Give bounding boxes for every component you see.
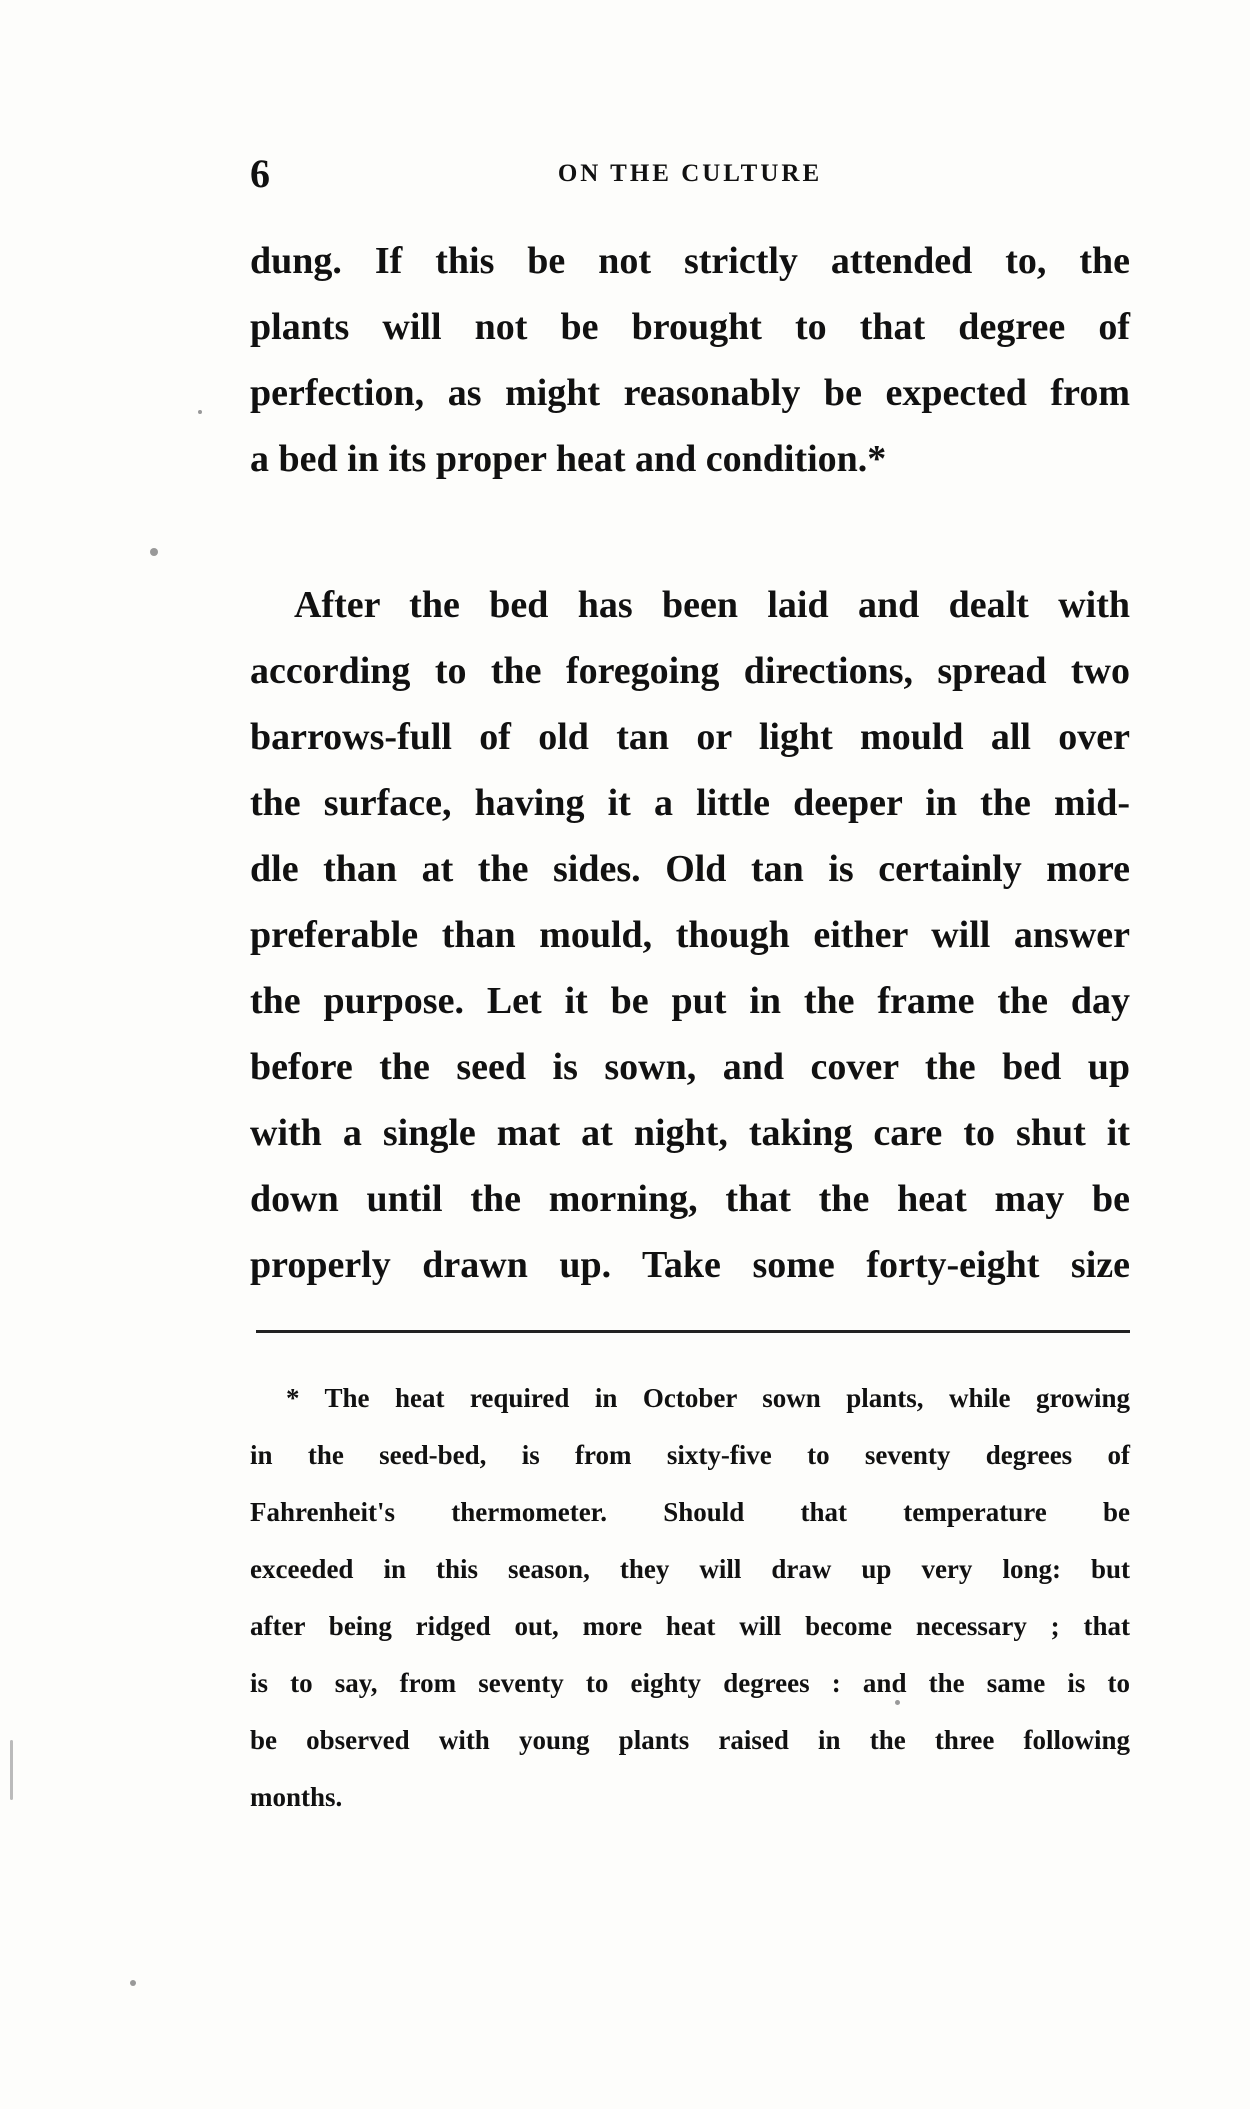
- footnote-line: months.: [250, 1782, 343, 1812]
- text-line: preferable than mould, though either will answer: [250, 914, 1130, 956]
- footnote-line: after being ridged out, more heat will become necessary ; that: [250, 1611, 1130, 1641]
- paragraph-main: [250, 572, 1130, 1298]
- text-line: with a single mat at night, taking care to shut it: [250, 1112, 1130, 1154]
- footnote-line: in the seed-bed, is from sixty-five to seventy degrees of: [250, 1440, 1130, 1470]
- text-line: the purpose. Let it be put in the frame the day: [250, 980, 1130, 1022]
- page-number: 6: [250, 151, 270, 196]
- text-line: before the seed is sown, and cover the bed up: [250, 1046, 1130, 1088]
- text-line: barrows-full of old tan or light mould all over: [250, 716, 1130, 758]
- text-line: dung. If this be not strictly attended to, the: [250, 240, 1130, 282]
- paper-speck: [198, 410, 202, 414]
- text-line: a bed in its proper heat and condition.*: [250, 438, 887, 480]
- paper-speck: [150, 548, 158, 556]
- paper-speck: [130, 1980, 136, 1986]
- text-line: according to the foregoing directions, spread two: [250, 650, 1130, 692]
- footnote: [250, 1370, 1130, 1826]
- text-line: dle than at the sides. Old tan is certainly more: [250, 848, 1130, 890]
- text-line: plants will not be brought to that degree of: [250, 306, 1130, 348]
- footnote-line: * The heat required in October sown plants, while growing: [286, 1383, 1130, 1413]
- footnote-line: exceeded in this season, they will draw up very long: but: [250, 1554, 1130, 1584]
- footnote-line: be observed with young plants raised in the three following: [250, 1725, 1130, 1755]
- running-head: ON THE CULTURE: [557, 160, 823, 187]
- text-line: After the bed has been laid and dealt with: [294, 584, 1130, 626]
- footnote-line: is to say, from seventy to eighty degrees : and the same is to: [250, 1668, 1130, 1698]
- text-line: properly drawn up. Take some forty-eight size: [250, 1244, 1130, 1286]
- page-header: [250, 150, 1130, 210]
- footnote-divider: [256, 1330, 1130, 1333]
- text-line: perfection, as might reasonably be expected from: [250, 372, 1130, 414]
- paper-speck: [10, 1740, 13, 1800]
- paragraph-continuation: [250, 228, 1130, 492]
- text-line: the surface, having it a little deeper in the mid-: [250, 782, 1130, 824]
- footnote-line: Fahrenheit's thermometer. Should that temperature be: [250, 1497, 1130, 1527]
- paper-speck: [895, 1700, 900, 1705]
- text-line: down until the morning, that the heat may be: [250, 1178, 1130, 1220]
